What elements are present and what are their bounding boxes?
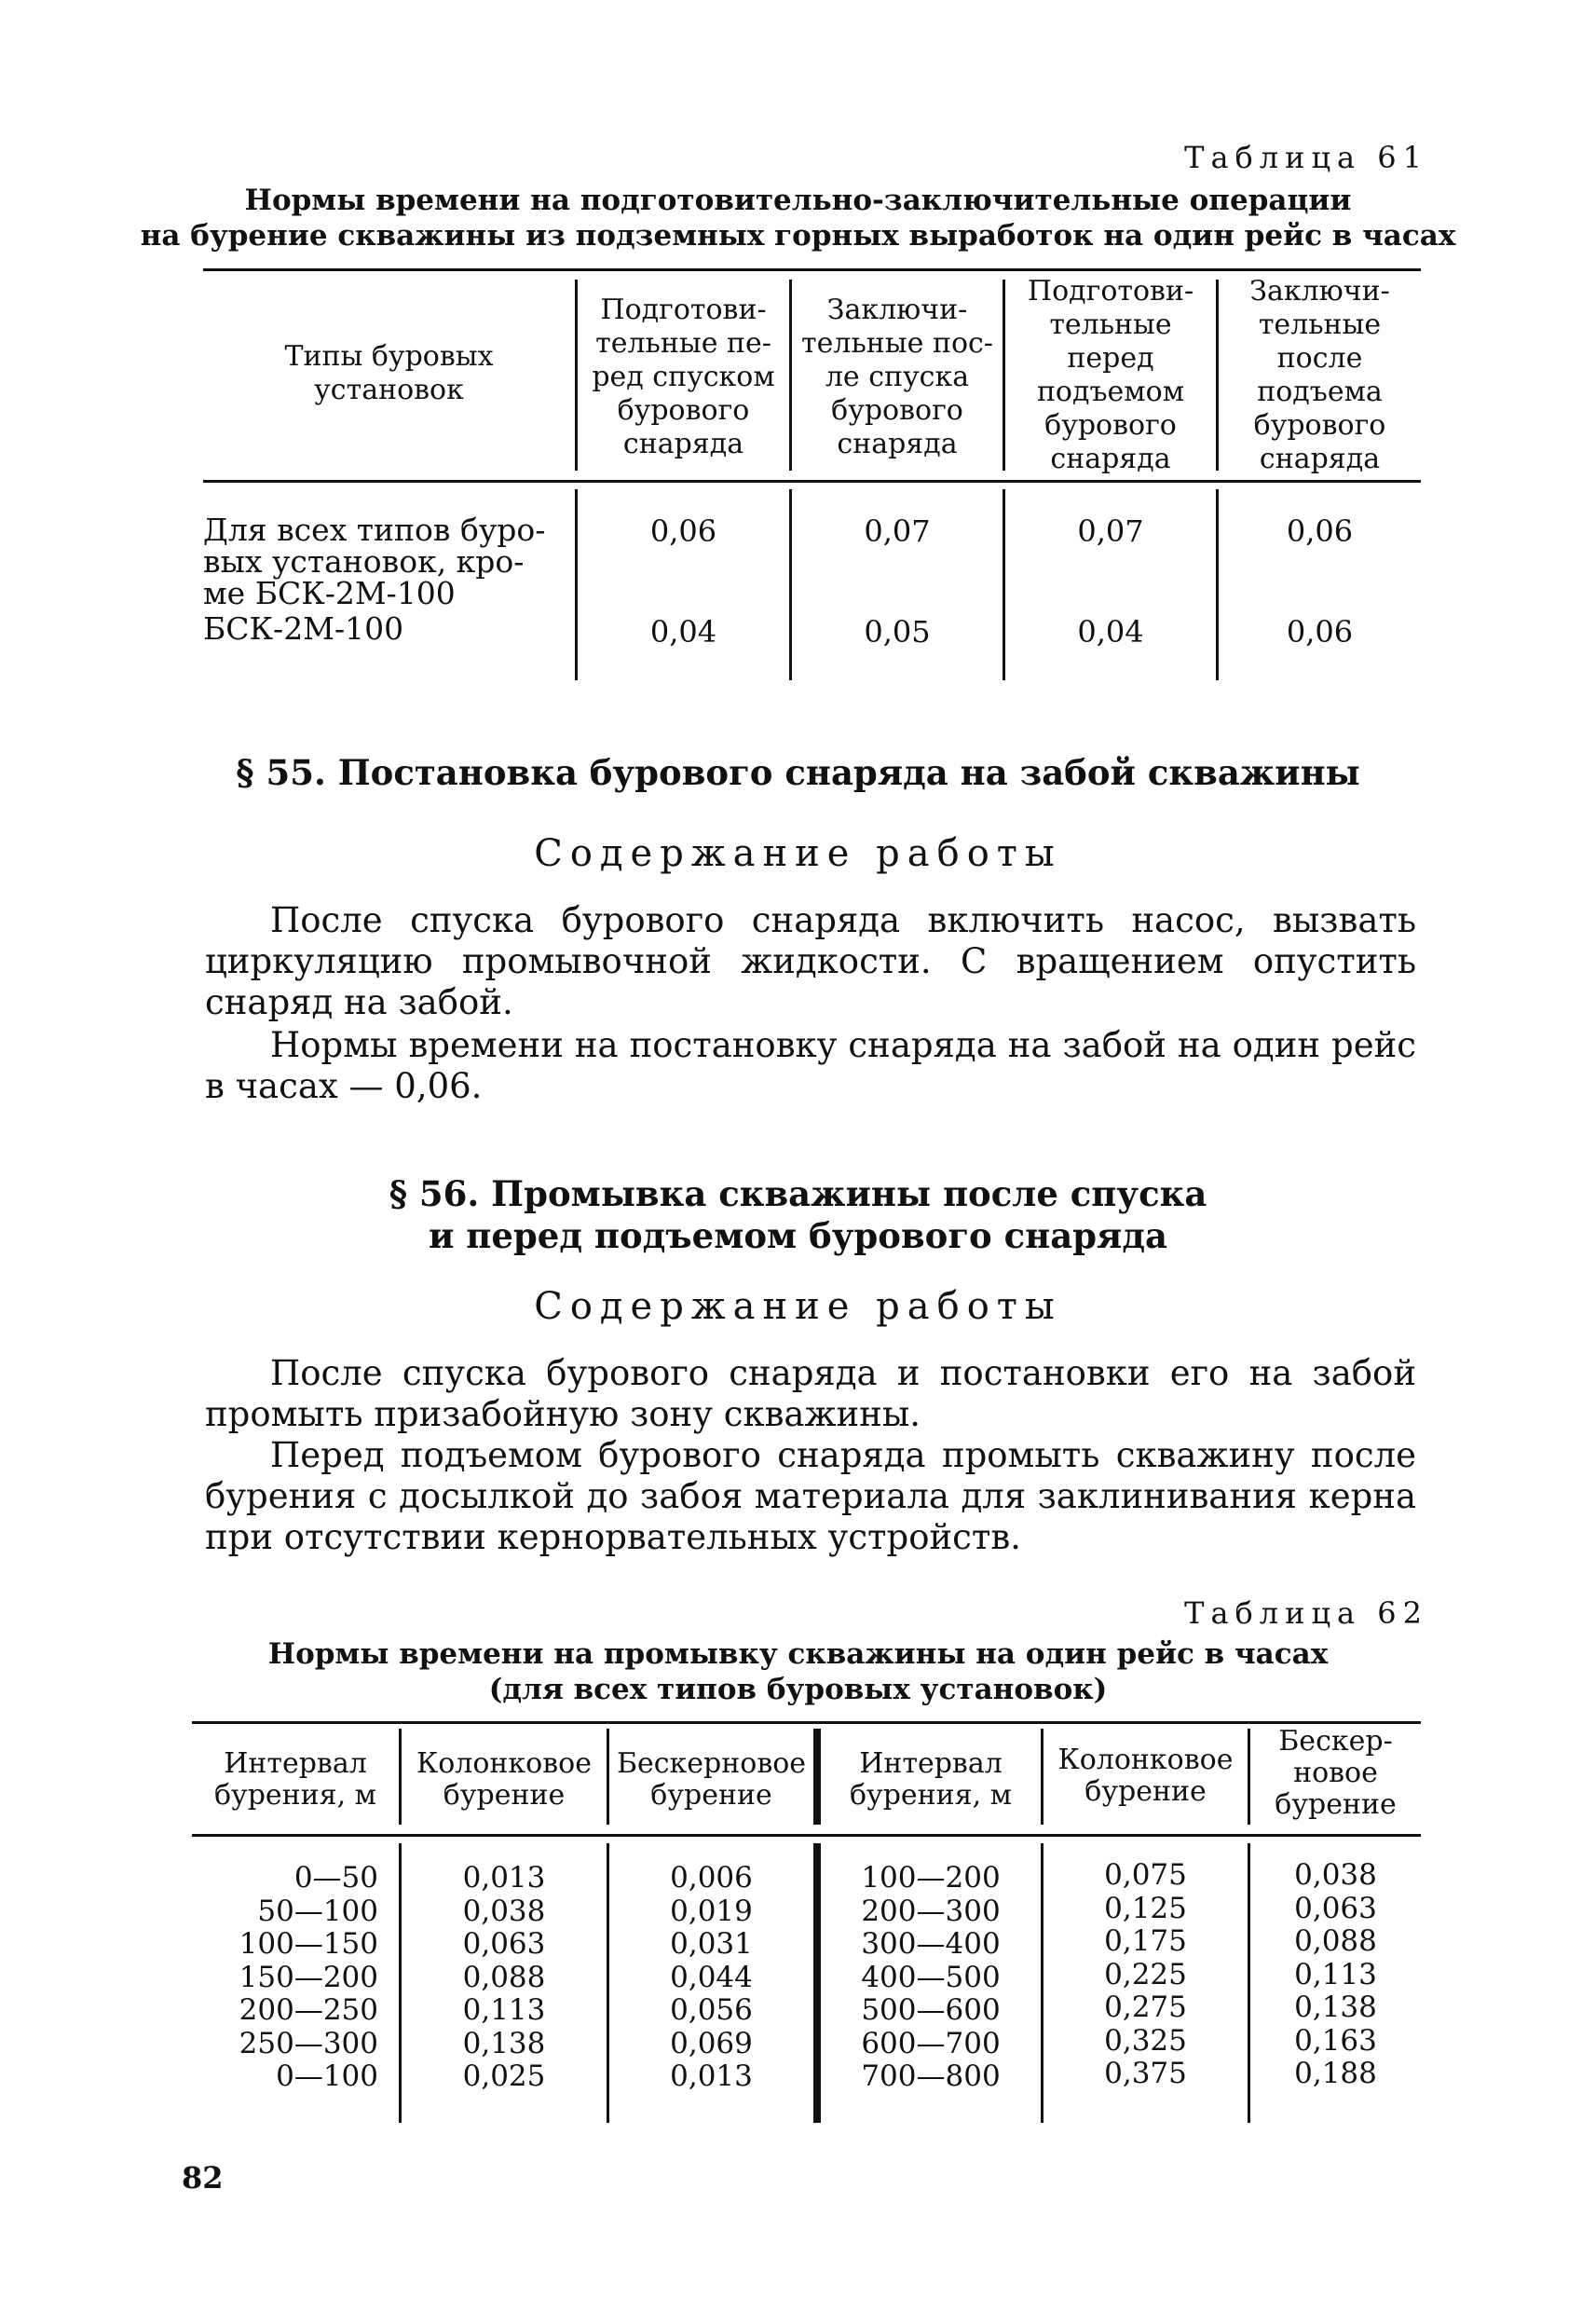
table-62-header-no-core: Бескер- новое бурение (1275, 1725, 1397, 1821)
table-61-header-rule (203, 480, 1421, 483)
table-61-header-prep-before-lifting: Подготови- тельные перед подъемом бурового снаряда (1027, 275, 1194, 475)
table-62-right-core-column: 0,075 0,125 0,175 0,225 0,275 0,325 0,375 (1104, 1858, 1187, 2090)
section-55-paragraph-2: Нормы времени на постановку снаряда на забой на один рейс в часах — 0,06. (205, 1025, 1416, 1106)
table-61-header-type: Типы буровых установок (284, 340, 494, 406)
table-62-left-no-core-column: 0,006 0,019 0,031 0,044 0,056 0,069 0,013 (670, 1861, 753, 2093)
table-62-right-interval-column: 100—200 200—300 300—400 400—500 500—600 600—700 700—800 (861, 1861, 1001, 2093)
table-62-header-rule (192, 1834, 1421, 1837)
page-number: 82 (182, 2160, 224, 2196)
table-62-caption: Таблица 62 (1184, 1595, 1428, 1631)
table-61-row-1-value: 0,06 (649, 513, 717, 549)
table-61-row-1-value: 0,07 (864, 513, 931, 549)
table-61-row-1-type: Для всех типов буро- вых установок, кро- ме БСК-2М-100 (203, 512, 546, 611)
section-56-title-line-2: и перед подъемом бурового снаряда (428, 1215, 1168, 1256)
section-56-title-line-1: § 56. Промывка скважины после спуска (389, 1173, 1207, 1214)
table-61-title-line-2: на бурение скважины из подземных горных выработок на один рейс в часах (140, 219, 1456, 253)
table-61-row-2-type: БСК-2М-100 (203, 610, 404, 647)
table-61-row-2-value: 0,04 (649, 614, 717, 650)
section-55-title: § 55. Постановка бурового снаряда на забой скважины (236, 752, 1360, 793)
table-61-header-prep-before-lowering: Подготови- тельные пе- ред спуском бурового снаряда (592, 294, 775, 460)
table-61-row-1-value: 0,06 (1286, 513, 1354, 549)
table-61-row-1-value: 0,07 (1077, 513, 1144, 549)
section-56-subtitle: Содержание работы (534, 1285, 1062, 1328)
table-62-title-line-2: (для всех типов буровых установок) (488, 1673, 1108, 1706)
table-62-left-core-column: 0,013 0,038 0,063 0,088 0,113 0,138 0,025 (462, 1861, 546, 2093)
section-56-paragraph-2: Перед подъемом бурового снаряда промыть скважину после бурения с досылкой до забоя материала для заклинивания керна при отсутствии кернорвательных устройств. (205, 1435, 1416, 1557)
table-62-double-divider (813, 1729, 821, 1825)
table-61-row-2-value: 0,05 (864, 614, 931, 650)
table-62-header-core: Колонковое бурение (1057, 1744, 1234, 1808)
table-62-header-interval: Интервал бурения, м (850, 1747, 1012, 1812)
section-55-paragraph-1: После спуска бурового снаряда включить насос, вызвать циркуляцию промывочной жидкости. С вращением опустить снаряд на забой. (205, 900, 1416, 1022)
table-61-top-rule (203, 268, 1421, 271)
table-61-caption: Таблица 61 (1184, 140, 1428, 175)
table-62-top-rule (192, 1721, 1421, 1724)
section-55-subtitle: Содержание работы (534, 832, 1062, 875)
table-62-left-interval-column: 0—50 50—100 100—150 150—200 200—250 250—300 0—100 (239, 1861, 378, 2093)
table-62-header-interval: Интервал бурения, м (214, 1747, 376, 1812)
table-61-header-final-after-lifting: Заключи- тельные после подъема бурового снаряда (1249, 275, 1390, 475)
table-61-row-2-value: 0,06 (1286, 614, 1354, 650)
table-62-header-core: Колонковое бурение (416, 1747, 592, 1812)
table-61-row-2-value: 0,04 (1077, 614, 1144, 650)
table-62-title-line-1: Нормы времени на промывку скважины на один рейс в часах (267, 1637, 1329, 1671)
table-62-double-divider (813, 1843, 821, 2123)
table-62-right-no-core-column: 0,038 0,063 0,088 0,113 0,138 0,163 0,188 (1294, 1858, 1377, 2090)
table-62-header-no-core: Бескерновое бурение (616, 1747, 807, 1812)
table-61-title-line-1: Нормы времени на подготовительно-заключительные операции (244, 184, 1352, 217)
table-61-header-final-after-lowering: Заключи- тельные пос- ле спуска бурового снаряда (801, 294, 993, 460)
section-56-paragraph-1: После спуска бурового снаряда и постановки его на забой промыть призабойную зону скважины. (205, 1353, 1416, 1434)
